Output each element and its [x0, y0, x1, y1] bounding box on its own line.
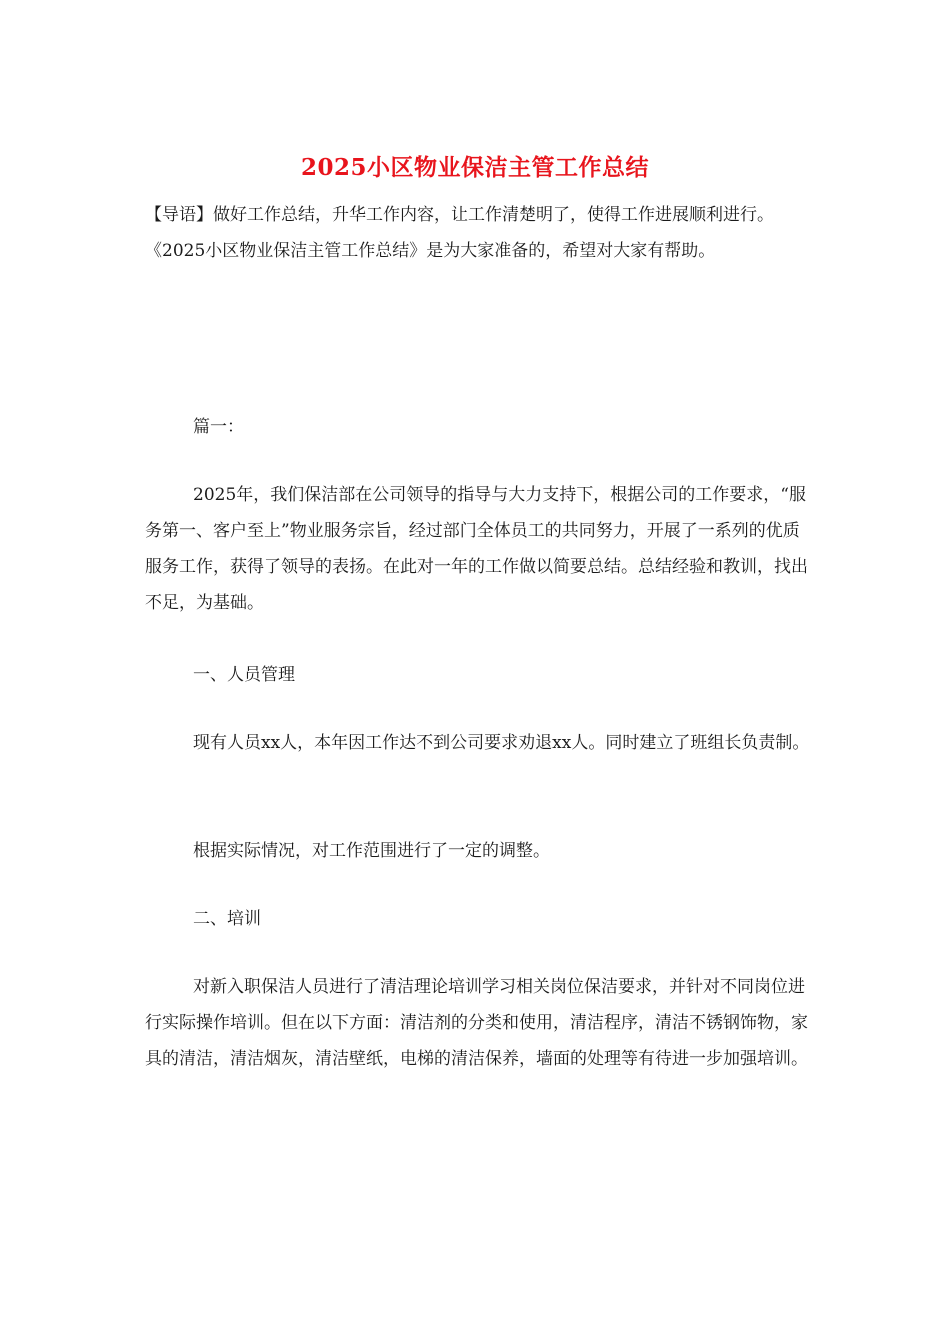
intro-paragraph: 【导语】做好工作总结，升华工作内容，让工作清楚明了，使得工作进展顺利进行。《2025小区物业保洁主管工作总结》是为大家准备的，希望对大家有帮助。: [145, 205, 774, 261]
personnel-paragraph: 现有人员xx人，本年因工作达不到公司要求劝退xx人。同时建立了班组长负责制。: [193, 733, 810, 753]
adjustment-paragraph: 根据实际情况，对工作范围进行了一定的调整。: [193, 841, 550, 861]
training-paragraph: 对新入职保洁人员进行了清洁理论培训学习相关岗位保洁要求，并针对不同岗位进行实际操作培训。但在以下方面：清洁剂的分类和使用，清洁程序，清洁不锈钢饰物，家具的清洁，清洁烟灰，清洁壁纸，电梯的清洁保养，墙面的处理等有待进一步加强培训。: [145, 977, 808, 1069]
section-label-part-one: 篇一：: [193, 417, 244, 437]
summary-paragraph: 2025年，我们保洁部在公司领导的指导与大力支持下，根据公司的工作要求，“服务第一、客户至上”物业服务宗旨，经过部门全体员工的共同努力，开展了一系列的优质服务工作，获得了领导的表扬。在此对一年的工作做以简要总结。总结经验和教训，找出不足，为基础。: [145, 485, 808, 613]
heading-training: 二、培训: [193, 909, 261, 929]
heading-personnel-management: 一、人员管理: [193, 665, 295, 685]
document-title: 2025小区物业保洁主管工作总结: [300, 154, 649, 181]
